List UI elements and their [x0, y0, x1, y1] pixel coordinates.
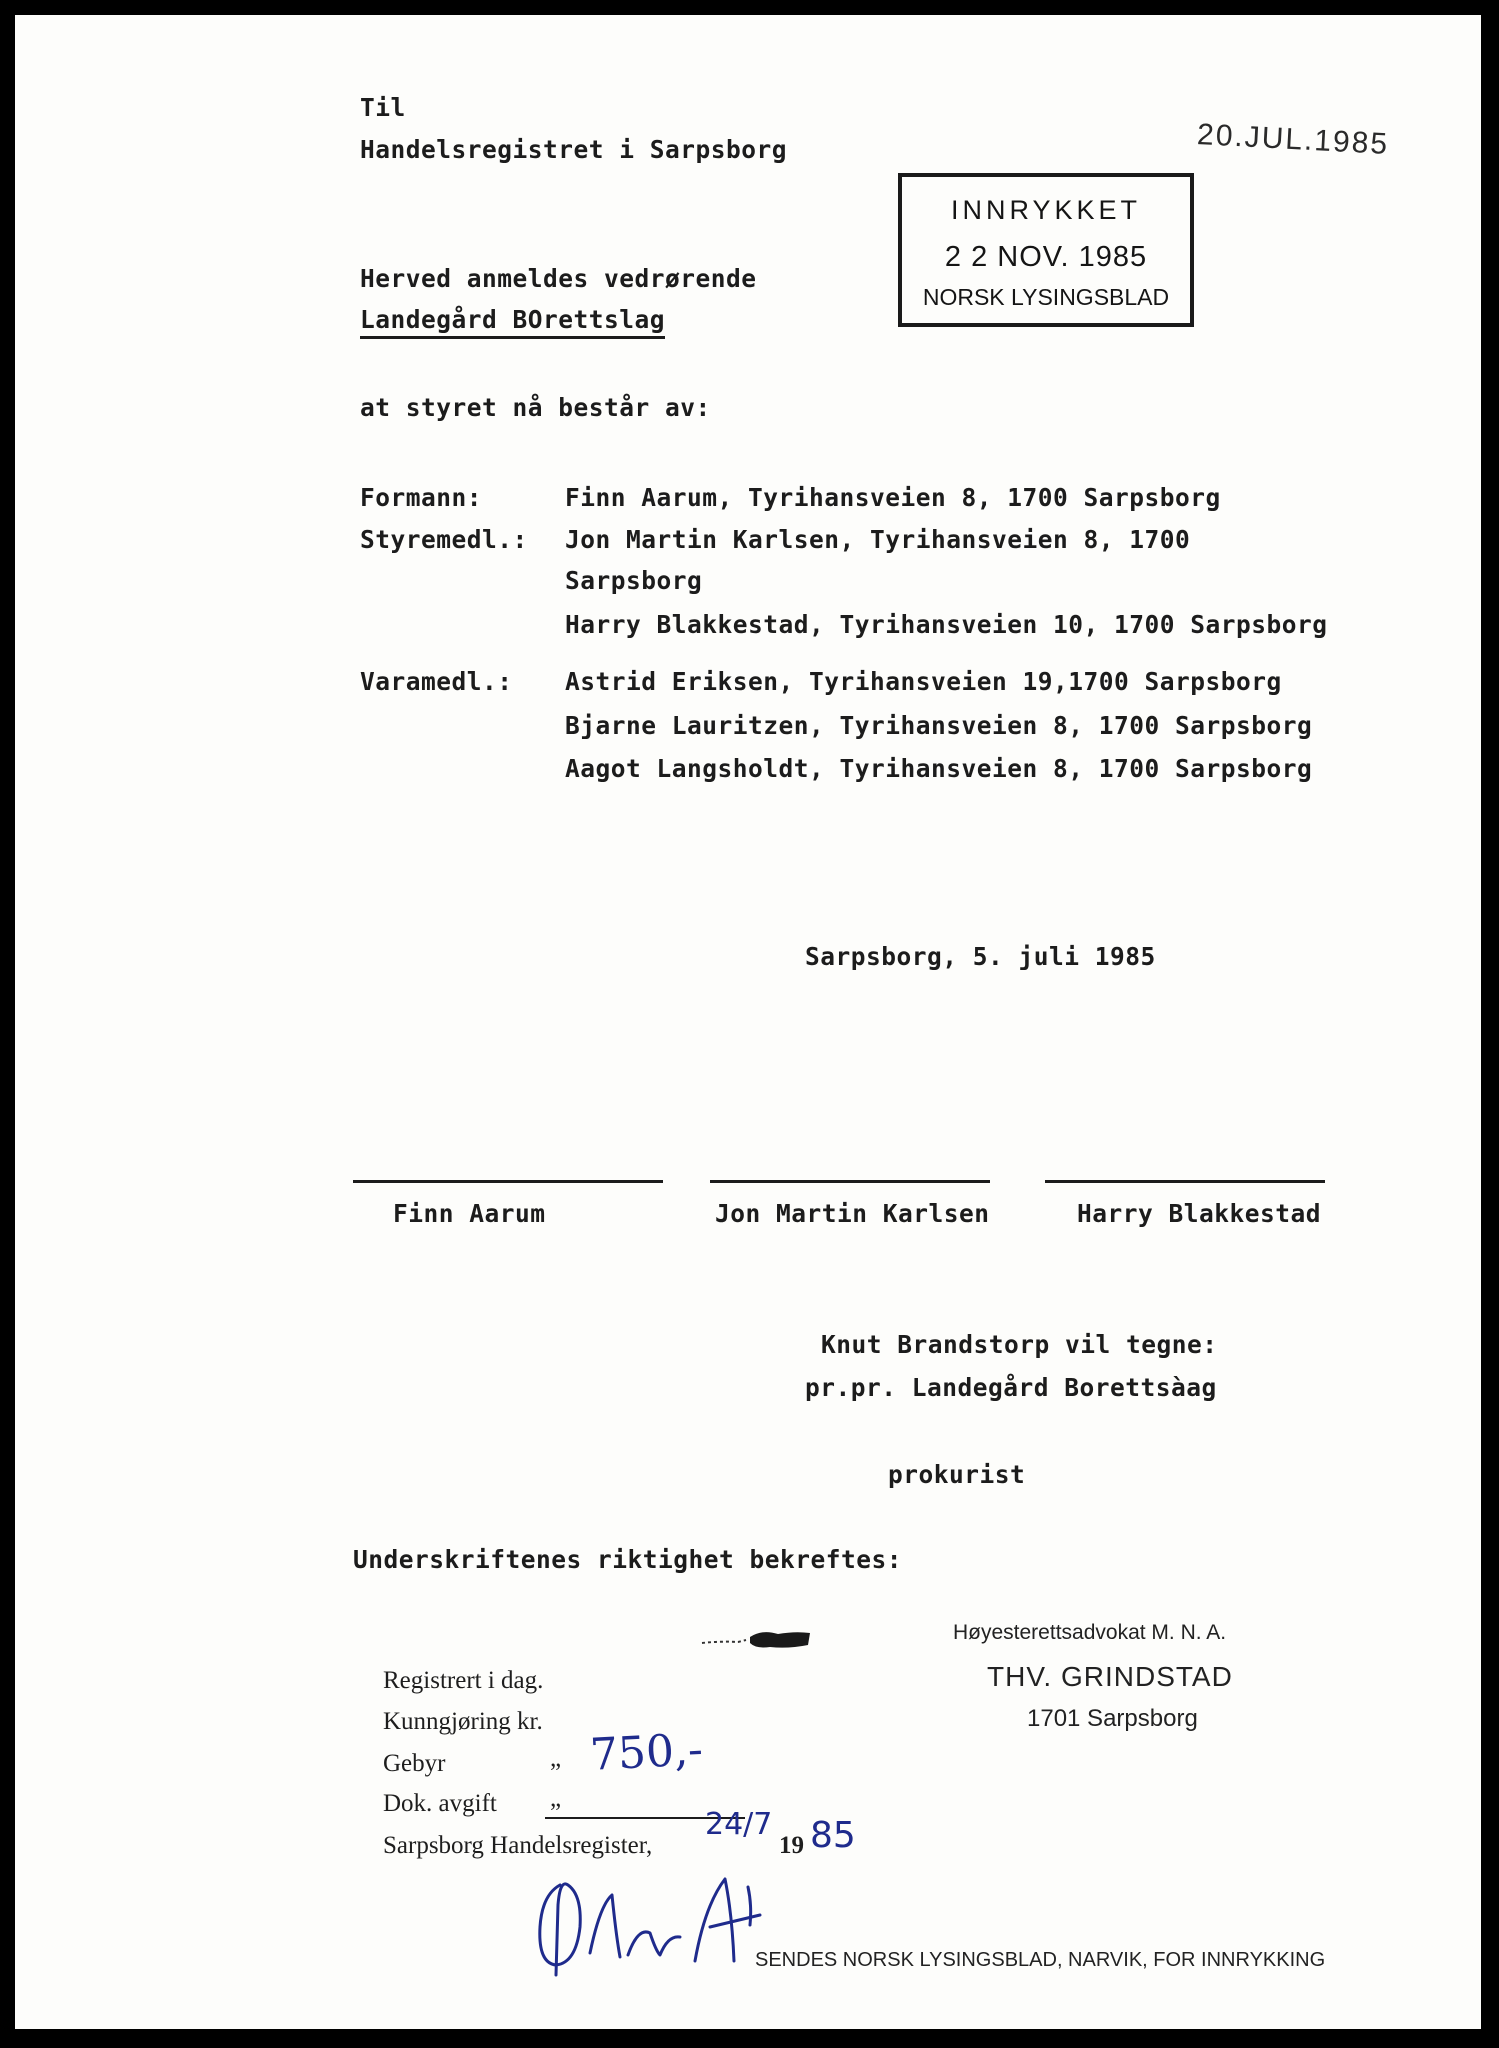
registry-year-prefix: 19	[779, 1832, 804, 1859]
registry-date-handwritten: 24/7	[705, 1807, 773, 1842]
announcement-label: Kunngjøring kr.	[383, 1708, 543, 1735]
member-1-entry: Jon Martin Karlsen, Tyrihansveien 8, 1700	[565, 525, 1191, 554]
procura-line-1: Knut Brandstorp vil tegne:	[821, 1330, 1218, 1359]
members-label: Styremedl.:	[360, 525, 528, 554]
deputy-2-entry: Bjarne Lauritzen, Tyrihansveien 8, 1700 Sarpsborg	[565, 711, 1313, 740]
procura-line-2: pr.pr. Landegård Borettsàag	[805, 1373, 1217, 1402]
document-page	[15, 15, 1481, 2029]
place-and-date: Sarpsborg, 5. juli 1985	[805, 942, 1156, 971]
chair-label: Formann:	[360, 483, 483, 512]
company-name: Landegård BOrettslag	[360, 305, 665, 339]
lawyer-name: THV. GRINDSTAD	[987, 1661, 1233, 1692]
chair-entry: Finn Aarum, Tyrihansveien 8, 1700 Sarpsborg	[565, 483, 1221, 512]
signature-line-3	[1045, 1180, 1325, 1183]
document-fee-quote-mark: „	[550, 1785, 562, 1812]
document-fee-label: Dok. avgift	[383, 1790, 497, 1817]
signatory-1: Finn Aarum	[393, 1199, 546, 1228]
fee-quote-mark: „	[550, 1745, 562, 1772]
signature-line-2	[710, 1180, 990, 1183]
member-2-entry: Harry Blakkestad, Tyrihansveien 10, 1700 Sarpsborg	[565, 610, 1328, 639]
arrival-date-stamp: 20.JUL.1985	[1196, 117, 1390, 162]
member-1-entry-cont: Sarpsborg	[565, 566, 703, 595]
addressee-name: Handelsregistret i Sarpsborg	[360, 135, 788, 164]
confirmation-line: Underskriftenes riktighet bekreftes:	[353, 1545, 903, 1574]
received-stamp-date: 2 2 NOV. 1985	[944, 241, 1148, 273]
received-stamp	[898, 173, 1194, 327]
deputies-label: Varamedl.:	[360, 667, 513, 696]
procura-title: prokurist	[888, 1460, 1026, 1489]
board-intro: at styret nå består av:	[360, 393, 711, 422]
lawyer-title: Høyesterettsadvokat M. N. A.	[953, 1621, 1227, 1644]
received-stamp-publication: NORSK LYSINGSBLAD	[922, 284, 1170, 310]
addressee-to: Til	[360, 93, 406, 122]
handwritten-signature	[520, 1865, 780, 1985]
registry-footer-label: Sarpsborg Handelsregister,	[383, 1832, 653, 1859]
ink-blot-mark	[700, 1625, 815, 1655]
fee-amount-handwritten: 750,-	[588, 1724, 705, 1781]
footer-instruction: SENDES NORSK LYSINGSBLAD, NARVIK, FOR INNRYKKING	[755, 1949, 1326, 1971]
signatory-3: Harry Blakkestad	[1077, 1199, 1322, 1228]
deputy-3-entry: Aagot Langsholdt, Tyrihansveien 8, 1700 Sarpsborg	[565, 754, 1313, 783]
deputy-1-entry: Astrid Eriksen, Tyrihansveien 19,1700 Sarpsborg	[565, 667, 1282, 696]
signatory-2: Jon Martin Karlsen	[715, 1199, 990, 1228]
registered-today-label: Registrert i dag.	[383, 1667, 544, 1694]
lawyer-address: 1701 Sarpsborg	[1027, 1705, 1198, 1732]
fee-label: Gebyr	[383, 1750, 446, 1777]
received-stamp-title: INNRYKKET	[950, 195, 1142, 225]
intro-line: Herved anmeldes vedrørende	[360, 264, 757, 293]
signature-line-1	[353, 1180, 663, 1183]
registry-year-handwritten: 85	[810, 1815, 856, 1856]
